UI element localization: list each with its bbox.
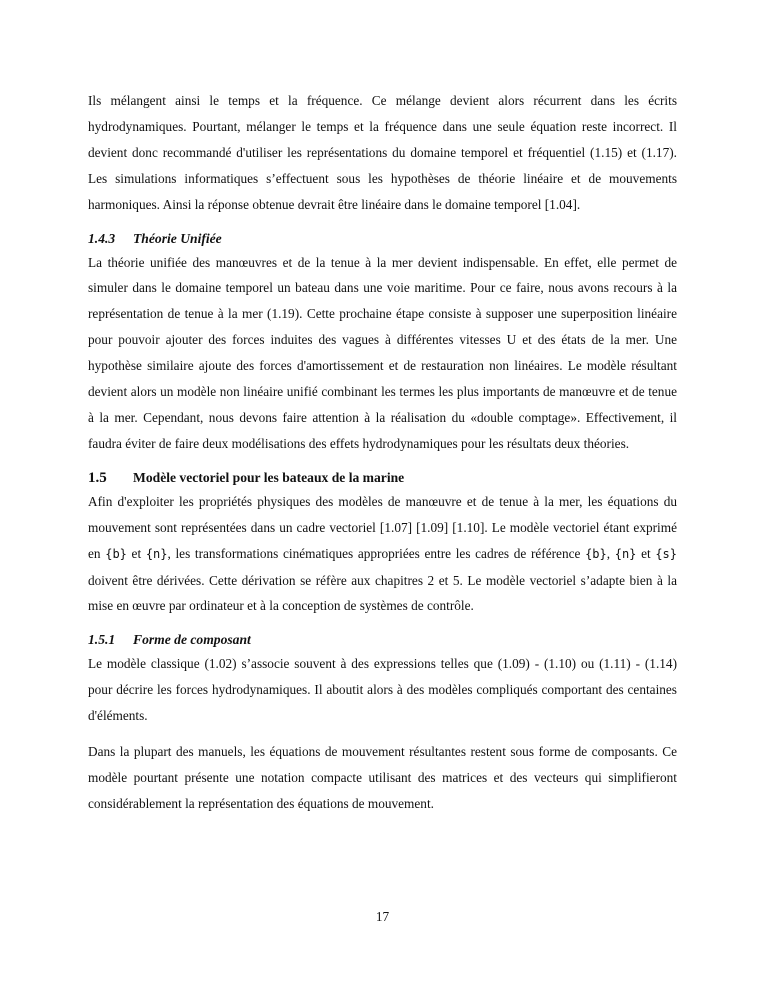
text-run: doivent être dérivées. Cette dérivation se réfère aux chapitres 2 et 5. Le modèle vectoriel s’adapte bien à la mise en œuvre par ordinateur et à la conception de systèmes de contrôle. xyxy=(88,572,677,614)
paragraph-vector-model xyxy=(88,489,677,620)
frame-symbol: {s} xyxy=(655,546,678,561)
frame-symbol: {n} xyxy=(145,546,168,561)
heading-number: 1.5 xyxy=(88,469,107,486)
paragraph-time-frequency: Ils mélangent ainsi le temps et la fréquence. Ce mélange devient alors récurrent dans les écrits hydrodynamiques. Pourtant, mélanger le temps et la fréquence dans une seule équation reste incorrect. Il devient donc recommandé d'utiliser les représentations du domaine temporel et fréquentiel (1.15) et (1.17). Les simulations informatiques s’effectuent sous les hypothèses de théorie linéaire et de mouvements harmoniques. Ainsi la réponse obtenue devrait être linéaire dans le domaine temporel [1.04]. xyxy=(88,93,677,212)
text-run: , les transformations cinématiques appropriées entre les cadres de référence xyxy=(167,545,586,561)
heading-number: 1.4.3 xyxy=(88,230,116,246)
document-page xyxy=(88,88,677,817)
frame-symbol: {n} xyxy=(614,546,637,561)
frame-symbol: {b} xyxy=(105,546,127,561)
heading-title: Modèle vectoriel pour les bateaux de la marine xyxy=(133,469,405,485)
heading-1-4-3 xyxy=(88,228,677,250)
heading-number: 1.5.1 xyxy=(88,632,116,648)
text-run: Afin d'exploiter les propriétés physiques des modèles de manœuvre et de tenue à la mer, les équations du mouvement sont représentées dans un cadre vectoriel [1.07] [1.09] [1.10]. Le modèle vectoriel étant exprimé en xyxy=(88,493,677,561)
page-number: 17 xyxy=(375,909,390,924)
text-run: et xyxy=(636,545,656,561)
text-run: et xyxy=(126,545,146,561)
heading-1-5-1 xyxy=(88,629,677,651)
paragraph-unified-theory: La théorie unifiée des manœuvres et de la tenue à la mer devient indispensable. En effet, elle permet de simuler dans le domaine temporel un bateau dans une voie maritime. Pour ce faire, nous avons recours à la représentation de tenue à la mer (1.19). Cette prochaine étape consiste à supposer une superposition linéaire pour pouvoir ajouter des forces induites des vagues à différentes vitesses U et des états de la mer. Une hypothèse similaire ajoute des forces d'amortissement et de restauration non linéaires. Le modèle résultant devient alors un modèle non linéaire unifié combinant les termes les plus importants de manœuvre et de tenue à la mer. Cependant, nous devons faire attention à la réalisation du «double comptage». Effectivement, il faudra éviter de faire deux modélisations des effets hydrodynamiques pour les résultats deux théories. xyxy=(88,254,677,451)
heading-title: Théorie Unifiée xyxy=(133,230,222,246)
heading-1-5 xyxy=(88,467,677,489)
text-run: , xyxy=(606,545,615,561)
paragraph-manuals: Dans la plupart des manuels, les équations de mouvement résultantes restent sous forme de composants. Ce modèle pourtant présente une notation compacte utilisant des matrices et des vecteurs qui simplifieront considérablement la représentation des équations de mouvement. xyxy=(88,744,677,811)
paragraph-classic-model: Le modèle classique (1.02) s’associe souvent à des expressions telles que (1.09) - (1.10) ou (1.11) - (1.14) pour décrire les forces hydrodynamiques. Il aboutit alors à des modèles compliqués comportant des centaines d'éléments. xyxy=(88,656,677,724)
heading-title: Forme de composant xyxy=(133,632,251,648)
frame-symbol: {b} xyxy=(585,546,607,561)
